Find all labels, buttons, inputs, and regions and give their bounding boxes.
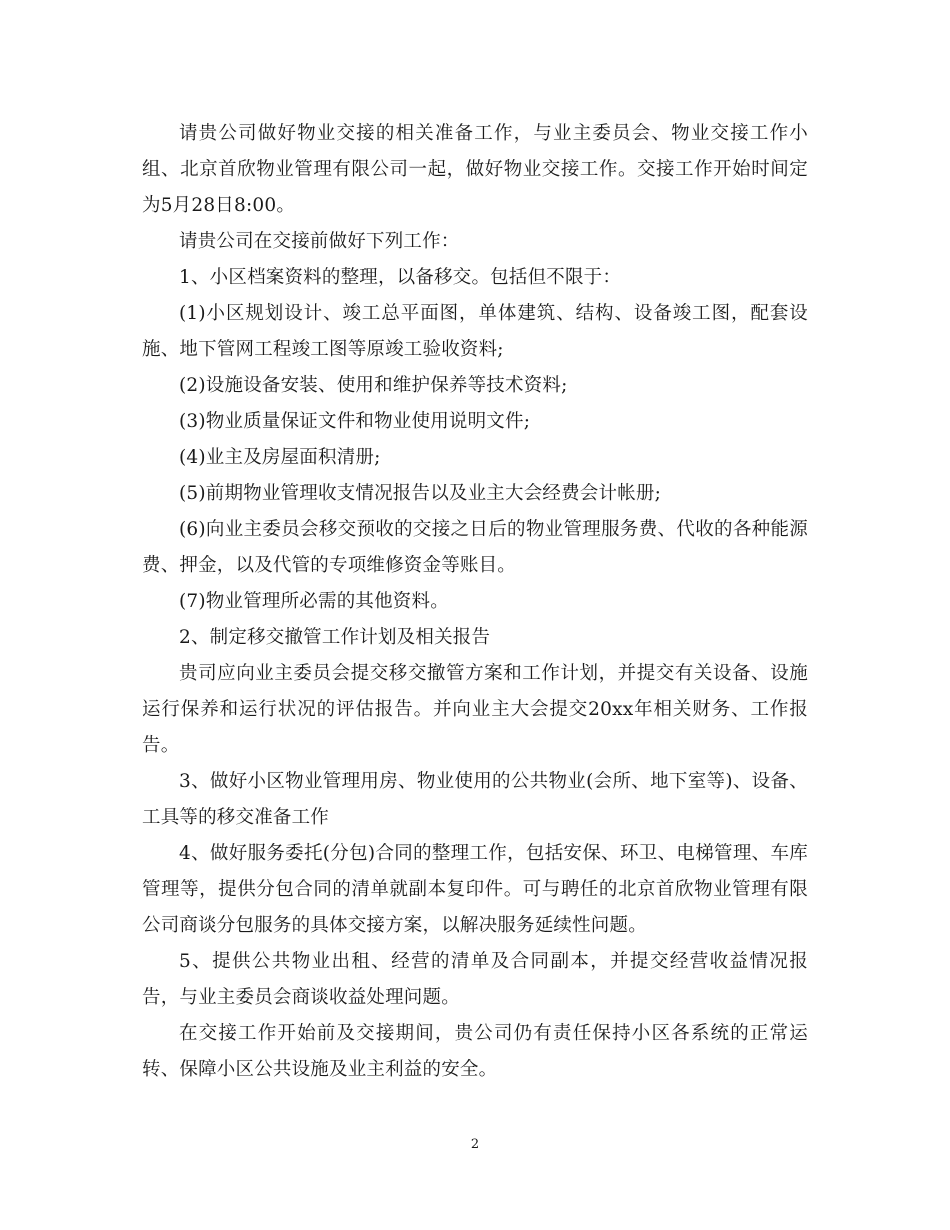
paragraph-subitem-2: (2)设施设备安装、使用和维护保养等技术资料; <box>179 375 568 396</box>
document-body <box>142 116 808 1088</box>
paragraph-subitem-6: (6)向业主委员会移交预收的交接之日后的物业管理服务费、代收的各种能源费、押金，以及代管的专项维修资金等账目。 <box>142 519 808 576</box>
paragraph-subitem-3: (3)物业质量保证文件和物业使用说明文件; <box>179 411 531 432</box>
paragraph-item-5: 5、提供公共物业出租、经营的清单及合同副本，并提交经营收益情况报告，与业主委员会商谈收益处理问题。 <box>142 951 808 1008</box>
paragraph-item-4: 4、做好服务委托(分包)合同的整理工作，包括安保、环卫、电梯管理、车库管理等，提供分包合同的清单就副本复印件。可与聘任的北京首欣物业管理有限公司商谈分包服务的具体交接方案，以解决服务延续性问题。 <box>142 843 808 936</box>
paragraph-closing: 在交接工作开始前及交接期间，贵公司仍有责任保持小区各系统的正常运转、保障小区公共设施及业主利益的安全。 <box>142 1023 808 1080</box>
paragraph-subitem-5: (5)前期物业管理收支情况报告以及业主大会经费会计帐册; <box>179 483 662 504</box>
paragraph-intro: 请贵公司做好物业交接的相关准备工作，与业主委员会、物业交接工作小组、北京首欣物业管理有限公司一起，做好物业交接工作。交接工作开始时间定为5月28日8:00。 <box>142 123 808 216</box>
paragraph-item-3: 3、做好小区物业管理用房、物业使用的公共物业(会所、地下室等)、设备、工具等的移交准备工作 <box>142 771 808 828</box>
paragraph-subitem-4: (4)业主及房屋面积清册; <box>179 447 381 468</box>
page-number: 2 <box>470 1137 480 1152</box>
paragraph-task-heading: 请贵公司在交接前做好下列工作： <box>179 231 460 252</box>
paragraph-item-1: 1、小区档案资料的整理，以备移交。包括但不限于： <box>179 267 622 288</box>
paragraph-subitem-1: (1)小区规划设计、竣工总平面图，单体建筑、结构、设备竣工图，配套设施、地下管网工程竣工图等原竣工验收资料; <box>142 303 808 360</box>
paragraph-subitem-7: (7)物业管理所必需的其他资料。 <box>179 591 449 612</box>
paragraph-item-2: 2、制定移交撤管工作计划及相关报告 <box>179 627 491 648</box>
paragraph-item-2-detail: 贵司应向业主委员会提交移交撤管方案和工作计划，并提交有关设备、设施运行保养和运行状况的评估报告。并向业主大会提交20xx年相关财务、工作报告。 <box>142 663 808 756</box>
